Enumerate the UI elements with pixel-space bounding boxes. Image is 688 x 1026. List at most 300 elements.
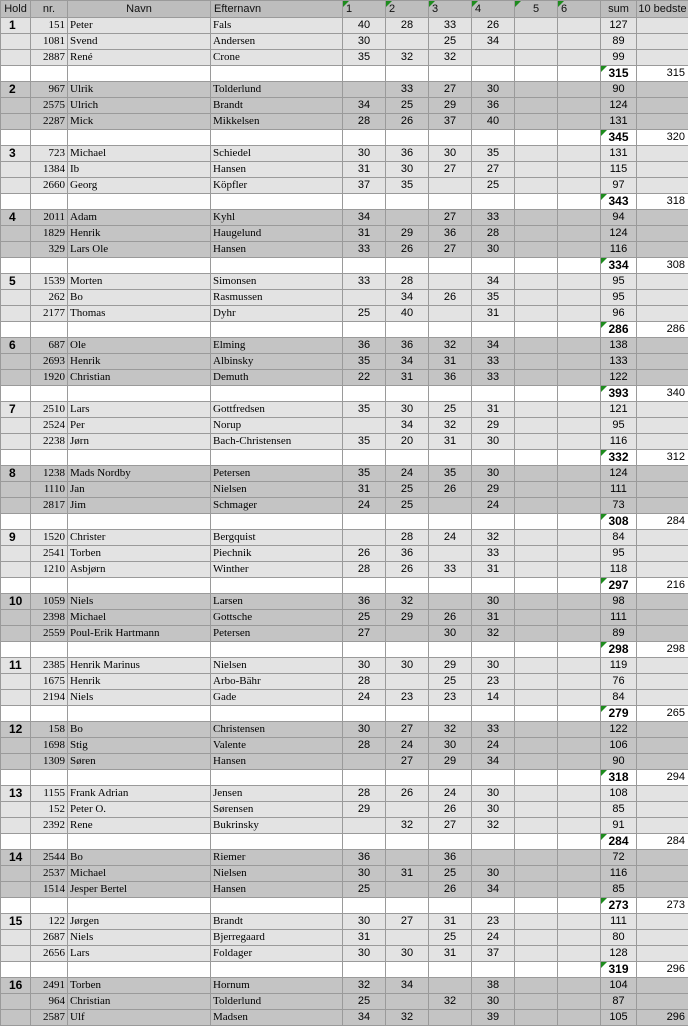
hold-cell[interactable]: 9 <box>1 530 31 546</box>
player-number-cell[interactable]: 2687 <box>31 930 68 946</box>
round-3-score-cell[interactable]: 25 <box>429 402 472 418</box>
round-1-score-cell[interactable]: 33 <box>343 274 386 290</box>
player-sum-cell[interactable]: 131 <box>601 114 637 130</box>
round-1-score-cell[interactable]: 36 <box>343 594 386 610</box>
first-name-cell[interactable]: Jim <box>68 498 211 514</box>
empty-cell[interactable] <box>1 322 31 338</box>
team-total-cell[interactable] <box>601 962 637 978</box>
first-name-cell[interactable]: Bo <box>68 850 211 866</box>
round-4-score-cell[interactable]: 34 <box>472 34 515 50</box>
first-name-cell[interactable]: Lars <box>68 946 211 962</box>
round-3-score-cell[interactable]: 32 <box>429 994 472 1010</box>
round-2-score-cell[interactable] <box>386 626 429 642</box>
team-total-cell[interactable] <box>601 450 637 466</box>
hold-cell[interactable] <box>1 754 31 770</box>
hold-cell[interactable] <box>1 930 31 946</box>
round-2-score-cell[interactable]: 34 <box>386 290 429 306</box>
round-6-score-cell[interactable] <box>558 546 601 562</box>
last-name-cell[interactable]: Mikkelsen <box>211 114 343 130</box>
first-name-cell[interactable]: Svend <box>68 34 211 50</box>
last-name-cell[interactable]: Nielsen <box>211 482 343 498</box>
empty-cell[interactable] <box>515 834 558 850</box>
player-number-cell[interactable]: 329 <box>31 242 68 258</box>
hold-cell[interactable]: 2 <box>1 82 31 98</box>
empty-cell[interactable] <box>558 770 601 786</box>
round-6-score-cell[interactable] <box>558 354 601 370</box>
player-sum-cell[interactable]: 76 <box>601 674 637 690</box>
empty-cell[interactable] <box>31 578 68 594</box>
round-6-score-cell[interactable] <box>558 530 601 546</box>
empty-cell[interactable] <box>343 194 386 210</box>
player-sum-cell[interactable]: 111 <box>601 610 637 626</box>
round-5-score-cell[interactable] <box>515 18 558 34</box>
hold-cell[interactable] <box>1 354 31 370</box>
last-name-cell[interactable]: Riemer <box>211 850 343 866</box>
round-5-score-cell[interactable] <box>515 786 558 802</box>
hold-cell[interactable] <box>1 482 31 498</box>
hold-cell[interactable] <box>1 994 31 1010</box>
player-sum-cell[interactable]: 108 <box>601 786 637 802</box>
last-name-cell[interactable]: Madsen <box>211 1010 343 1026</box>
empty-cell[interactable] <box>68 514 211 530</box>
team-total-cell[interactable] <box>601 642 637 658</box>
player-sum-cell[interactable]: 89 <box>601 626 637 642</box>
round-4-score-cell[interactable]: 31 <box>472 562 515 578</box>
best-cell[interactable] <box>637 738 688 754</box>
player-number-cell[interactable]: 1081 <box>31 34 68 50</box>
player-sum-cell[interactable]: 116 <box>601 434 637 450</box>
empty-cell[interactable] <box>68 898 211 914</box>
round-5-score-cell[interactable] <box>515 402 558 418</box>
empty-cell[interactable] <box>343 642 386 658</box>
hold-cell[interactable] <box>1 242 31 258</box>
empty-cell[interactable] <box>515 898 558 914</box>
player-sum-cell[interactable]: 138 <box>601 338 637 354</box>
col-header-round-3[interactable]: 3 <box>429 1 472 18</box>
round-6-score-cell[interactable] <box>558 626 601 642</box>
empty-cell[interactable] <box>472 898 515 914</box>
round-4-score-cell[interactable]: 32 <box>472 818 515 834</box>
player-number-cell[interactable]: 151 <box>31 18 68 34</box>
player-number-cell[interactable]: 687 <box>31 338 68 354</box>
round-3-score-cell[interactable]: 26 <box>429 802 472 818</box>
round-6-score-cell[interactable] <box>558 866 601 882</box>
player-number-cell[interactable]: 1514 <box>31 882 68 898</box>
player-number-cell[interactable]: 1309 <box>31 754 68 770</box>
last-name-cell[interactable]: Arbo-Bähr <box>211 674 343 690</box>
round-2-score-cell[interactable]: 27 <box>386 914 429 930</box>
round-2-score-cell[interactable]: 25 <box>386 98 429 114</box>
round-5-score-cell[interactable] <box>515 418 558 434</box>
last-name-cell[interactable]: Bjerregaard <box>211 930 343 946</box>
best-10-cell[interactable]: 315 <box>637 66 688 82</box>
empty-cell[interactable] <box>515 66 558 82</box>
round-5-score-cell[interactable] <box>515 610 558 626</box>
col-header-sum[interactable]: sum <box>601 1 637 18</box>
empty-cell[interactable] <box>211 450 343 466</box>
round-1-score-cell[interactable]: 35 <box>343 354 386 370</box>
round-1-score-cell[interactable]: 30 <box>343 658 386 674</box>
round-3-score-cell[interactable] <box>429 498 472 514</box>
empty-cell[interactable] <box>472 834 515 850</box>
empty-cell[interactable] <box>31 642 68 658</box>
empty-cell[interactable] <box>343 130 386 146</box>
last-name-cell[interactable]: Tolderlund <box>211 994 343 1010</box>
round-5-score-cell[interactable] <box>515 98 558 114</box>
hold-cell[interactable] <box>1 226 31 242</box>
empty-cell[interactable] <box>558 962 601 978</box>
round-2-score-cell[interactable]: 27 <box>386 722 429 738</box>
best-cell[interactable] <box>637 434 688 450</box>
player-number-cell[interactable]: 1675 <box>31 674 68 690</box>
player-number-cell[interactable]: 1059 <box>31 594 68 610</box>
round-4-score-cell[interactable]: 30 <box>472 802 515 818</box>
first-name-cell[interactable]: Adam <box>68 210 211 226</box>
round-3-score-cell[interactable]: 33 <box>429 18 472 34</box>
empty-cell[interactable] <box>386 130 429 146</box>
round-1-score-cell[interactable]: 31 <box>343 226 386 242</box>
hold-cell[interactable] <box>1 34 31 50</box>
player-number-cell[interactable]: 967 <box>31 82 68 98</box>
first-name-cell[interactable]: Torben <box>68 978 211 994</box>
empty-cell[interactable] <box>515 450 558 466</box>
player-number-cell[interactable]: 158 <box>31 722 68 738</box>
round-3-score-cell[interactable]: 27 <box>429 242 472 258</box>
round-6-score-cell[interactable] <box>558 434 601 450</box>
col-header-round-5[interactable]: 5 <box>515 1 558 18</box>
best-10-cell[interactable]: 216 <box>637 578 688 594</box>
best-cell[interactable] <box>637 98 688 114</box>
round-3-score-cell[interactable]: 31 <box>429 946 472 962</box>
player-sum-cell[interactable]: 95 <box>601 274 637 290</box>
first-name-cell[interactable]: Per <box>68 418 211 434</box>
round-6-score-cell[interactable] <box>558 226 601 242</box>
hold-cell[interactable] <box>1 802 31 818</box>
hold-cell[interactable]: 7 <box>1 402 31 418</box>
round-2-score-cell[interactable]: 34 <box>386 418 429 434</box>
player-sum-cell[interactable]: 99 <box>601 50 637 66</box>
round-4-score-cell[interactable]: 29 <box>472 482 515 498</box>
round-4-score-cell[interactable]: 23 <box>472 914 515 930</box>
last-name-cell[interactable]: Andersen <box>211 34 343 50</box>
first-name-cell[interactable]: Georg <box>68 178 211 194</box>
empty-cell[interactable] <box>343 450 386 466</box>
round-6-score-cell[interactable] <box>558 178 601 194</box>
hold-cell[interactable] <box>1 370 31 386</box>
first-name-cell[interactable]: Mick <box>68 114 211 130</box>
hold-cell[interactable] <box>1 866 31 882</box>
team-total-cell[interactable] <box>601 386 637 402</box>
round-5-score-cell[interactable] <box>515 354 558 370</box>
first-name-cell[interactable]: Ulrich <box>68 98 211 114</box>
round-3-score-cell[interactable]: 25 <box>429 674 472 690</box>
round-4-score-cell[interactable]: 30 <box>472 82 515 98</box>
empty-cell[interactable] <box>343 834 386 850</box>
hold-cell[interactable]: 13 <box>1 786 31 802</box>
hold-cell[interactable] <box>1 178 31 194</box>
round-4-score-cell[interactable]: 28 <box>472 226 515 242</box>
best-cell[interactable] <box>637 370 688 386</box>
empty-cell[interactable] <box>211 514 343 530</box>
player-number-cell[interactable]: 2541 <box>31 546 68 562</box>
hold-cell[interactable] <box>1 50 31 66</box>
last-name-cell[interactable]: Larsen <box>211 594 343 610</box>
round-3-score-cell[interactable]: 29 <box>429 98 472 114</box>
round-1-score-cell[interactable]: 28 <box>343 738 386 754</box>
best-10-cell[interactable]: 308 <box>637 258 688 274</box>
round-1-score-cell[interactable]: 28 <box>343 674 386 690</box>
empty-cell[interactable] <box>386 258 429 274</box>
team-total-cell[interactable] <box>601 194 637 210</box>
best-cell[interactable] <box>637 34 688 50</box>
round-5-score-cell[interactable] <box>515 498 558 514</box>
round-1-score-cell[interactable]: 34 <box>343 98 386 114</box>
first-name-cell[interactable]: Michael <box>68 146 211 162</box>
round-6-score-cell[interactable] <box>558 290 601 306</box>
empty-cell[interactable] <box>1 642 31 658</box>
first-name-cell[interactable]: Asbjørn <box>68 562 211 578</box>
hold-cell[interactable] <box>1 562 31 578</box>
round-5-score-cell[interactable] <box>515 562 558 578</box>
empty-cell[interactable] <box>68 66 211 82</box>
round-3-score-cell[interactable]: 26 <box>429 482 472 498</box>
last-name-cell[interactable]: Rasmussen <box>211 290 343 306</box>
empty-cell[interactable] <box>68 130 211 146</box>
col-header-round-1[interactable]: 1 <box>343 1 386 18</box>
round-2-score-cell[interactable]: 35 <box>386 178 429 194</box>
empty-cell[interactable] <box>515 962 558 978</box>
round-1-score-cell[interactable]: 28 <box>343 114 386 130</box>
first-name-cell[interactable]: René <box>68 50 211 66</box>
best-cell[interactable] <box>637 114 688 130</box>
round-3-score-cell[interactable] <box>429 274 472 290</box>
last-name-cell[interactable]: Petersen <box>211 626 343 642</box>
round-1-score-cell[interactable]: 31 <box>343 482 386 498</box>
player-sum-cell[interactable]: 116 <box>601 242 637 258</box>
round-6-score-cell[interactable] <box>558 994 601 1010</box>
empty-cell[interactable] <box>31 258 68 274</box>
round-3-score-cell[interactable]: 30 <box>429 626 472 642</box>
player-number-cell[interactable]: 2537 <box>31 866 68 882</box>
team-total-cell[interactable] <box>601 706 637 722</box>
round-2-score-cell[interactable]: 24 <box>386 466 429 482</box>
round-5-score-cell[interactable] <box>515 866 558 882</box>
round-3-score-cell[interactable]: 31 <box>429 354 472 370</box>
round-5-score-cell[interactable] <box>515 34 558 50</box>
round-5-score-cell[interactable] <box>515 242 558 258</box>
round-4-score-cell[interactable]: 37 <box>472 946 515 962</box>
round-5-score-cell[interactable] <box>515 754 558 770</box>
player-sum-cell[interactable]: 97 <box>601 178 637 194</box>
round-5-score-cell[interactable] <box>515 210 558 226</box>
team-total-cell[interactable] <box>601 322 637 338</box>
player-sum-cell[interactable]: 106 <box>601 738 637 754</box>
round-3-score-cell[interactable]: 24 <box>429 530 472 546</box>
player-sum-cell[interactable]: 95 <box>601 418 637 434</box>
empty-cell[interactable] <box>386 514 429 530</box>
best-cell[interactable] <box>637 930 688 946</box>
round-2-score-cell[interactable]: 25 <box>386 498 429 514</box>
player-sum-cell[interactable]: 116 <box>601 866 637 882</box>
round-4-score-cell[interactable]: 33 <box>472 722 515 738</box>
empty-cell[interactable] <box>472 706 515 722</box>
best-cell[interactable] <box>637 290 688 306</box>
player-number-cell[interactable]: 2693 <box>31 354 68 370</box>
first-name-cell[interactable]: Peter O. <box>68 802 211 818</box>
round-3-score-cell[interactable]: 25 <box>429 930 472 946</box>
round-4-score-cell[interactable]: 26 <box>472 18 515 34</box>
hold-cell[interactable] <box>1 290 31 306</box>
round-4-score-cell[interactable]: 33 <box>472 354 515 370</box>
round-6-score-cell[interactable] <box>558 674 601 690</box>
empty-cell[interactable] <box>386 706 429 722</box>
round-3-score-cell[interactable]: 24 <box>429 786 472 802</box>
round-6-score-cell[interactable] <box>558 882 601 898</box>
last-name-cell[interactable]: Gade <box>211 690 343 706</box>
best-10-cell[interactable]: 296 <box>637 962 688 978</box>
first-name-cell[interactable]: Søren <box>68 754 211 770</box>
round-1-score-cell[interactable]: 34 <box>343 1010 386 1026</box>
round-3-score-cell[interactable]: 25 <box>429 866 472 882</box>
round-3-score-cell[interactable]: 36 <box>429 226 472 242</box>
round-1-score-cell[interactable]: 25 <box>343 882 386 898</box>
hold-cell[interactable]: 8 <box>1 466 31 482</box>
best-cell[interactable] <box>637 610 688 626</box>
round-5-score-cell[interactable] <box>515 690 558 706</box>
first-name-cell[interactable]: Henrik <box>68 226 211 242</box>
last-name-cell[interactable]: Brandt <box>211 914 343 930</box>
best-10-cell[interactable]: 273 <box>637 898 688 914</box>
last-name-cell[interactable]: Köpfler <box>211 178 343 194</box>
round-1-score-cell[interactable]: 25 <box>343 610 386 626</box>
round-5-score-cell[interactable] <box>515 914 558 930</box>
round-4-score-cell[interactable]: 34 <box>472 754 515 770</box>
player-number-cell[interactable]: 2524 <box>31 418 68 434</box>
team-total-cell[interactable] <box>601 834 637 850</box>
last-name-cell[interactable]: Bergquist <box>211 530 343 546</box>
best-cell[interactable] <box>637 882 688 898</box>
last-name-cell[interactable]: Hansen <box>211 242 343 258</box>
empty-cell[interactable] <box>515 130 558 146</box>
col-header-best[interactable]: 10 bedste <box>637 1 688 18</box>
player-number-cell[interactable]: 1210 <box>31 562 68 578</box>
empty-cell[interactable] <box>211 258 343 274</box>
empty-cell[interactable] <box>31 322 68 338</box>
round-1-score-cell[interactable]: 30 <box>343 914 386 930</box>
round-1-score-cell[interactable]: 35 <box>343 466 386 482</box>
best-cell[interactable] <box>637 978 688 994</box>
hold-cell[interactable] <box>1 610 31 626</box>
last-name-cell[interactable]: Fals <box>211 18 343 34</box>
empty-cell[interactable] <box>558 194 601 210</box>
player-number-cell[interactable]: 122 <box>31 914 68 930</box>
round-6-score-cell[interactable] <box>558 754 601 770</box>
empty-cell[interactable] <box>472 386 515 402</box>
first-name-cell[interactable]: Michael <box>68 866 211 882</box>
empty-cell[interactable] <box>1 130 31 146</box>
first-name-cell[interactable]: Ib <box>68 162 211 178</box>
round-3-score-cell[interactable]: 33 <box>429 562 472 578</box>
player-sum-cell[interactable]: 118 <box>601 562 637 578</box>
round-3-score-cell[interactable]: 36 <box>429 850 472 866</box>
round-5-score-cell[interactable] <box>515 466 558 482</box>
empty-cell[interactable] <box>386 642 429 658</box>
round-3-score-cell[interactable]: 32 <box>429 50 472 66</box>
best-10-cell[interactable]: 318 <box>637 194 688 210</box>
round-3-score-cell[interactable]: 27 <box>429 210 472 226</box>
empty-cell[interactable] <box>343 706 386 722</box>
best-cell[interactable] <box>637 466 688 482</box>
round-2-score-cell[interactable] <box>386 994 429 1010</box>
round-2-score-cell[interactable]: 28 <box>386 274 429 290</box>
round-1-score-cell[interactable]: 31 <box>343 162 386 178</box>
empty-cell[interactable] <box>558 514 601 530</box>
player-sum-cell[interactable]: 90 <box>601 82 637 98</box>
round-6-score-cell[interactable] <box>558 466 601 482</box>
first-name-cell[interactable]: Bo <box>68 722 211 738</box>
round-2-score-cell[interactable]: 34 <box>386 354 429 370</box>
empty-cell[interactable] <box>386 386 429 402</box>
first-name-cell[interactable]: Ole <box>68 338 211 354</box>
player-number-cell[interactable]: 262 <box>31 290 68 306</box>
best-10-cell[interactable]: 296 <box>637 1010 688 1026</box>
first-name-cell[interactable]: Morten <box>68 274 211 290</box>
round-2-score-cell[interactable]: 32 <box>386 1010 429 1026</box>
hold-cell[interactable]: 15 <box>1 914 31 930</box>
best-cell[interactable] <box>637 866 688 882</box>
player-sum-cell[interactable]: 105 <box>601 1010 637 1026</box>
round-3-score-cell[interactable]: 35 <box>429 466 472 482</box>
round-1-score-cell[interactable]: 37 <box>343 178 386 194</box>
team-total-cell[interactable] <box>601 770 637 786</box>
player-sum-cell[interactable]: 87 <box>601 994 637 1010</box>
round-5-score-cell[interactable] <box>515 178 558 194</box>
player-sum-cell[interactable]: 104 <box>601 978 637 994</box>
first-name-cell[interactable]: Lars <box>68 402 211 418</box>
empty-cell[interactable] <box>515 386 558 402</box>
round-4-score-cell[interactable]: 31 <box>472 402 515 418</box>
last-name-cell[interactable]: Demuth <box>211 370 343 386</box>
last-name-cell[interactable]: Gottsche <box>211 610 343 626</box>
first-name-cell[interactable]: Torben <box>68 546 211 562</box>
empty-cell[interactable] <box>211 130 343 146</box>
round-1-score-cell[interactable]: 28 <box>343 786 386 802</box>
empty-cell[interactable] <box>515 258 558 274</box>
round-4-score-cell[interactable] <box>472 850 515 866</box>
empty-cell[interactable] <box>1 450 31 466</box>
empty-cell[interactable] <box>472 66 515 82</box>
round-5-score-cell[interactable] <box>515 82 558 98</box>
round-1-score-cell[interactable]: 34 <box>343 210 386 226</box>
last-name-cell[interactable]: Sørensen <box>211 802 343 818</box>
best-cell[interactable] <box>637 162 688 178</box>
round-3-score-cell[interactable]: 32 <box>429 338 472 354</box>
last-name-cell[interactable]: Nielsen <box>211 866 343 882</box>
round-2-score-cell[interactable] <box>386 34 429 50</box>
empty-cell[interactable] <box>515 514 558 530</box>
round-1-score-cell[interactable]: 40 <box>343 18 386 34</box>
empty-cell[interactable] <box>211 66 343 82</box>
player-number-cell[interactable]: 2656 <box>31 946 68 962</box>
round-3-score-cell[interactable] <box>429 306 472 322</box>
best-cell[interactable] <box>637 242 688 258</box>
empty-cell[interactable] <box>558 322 601 338</box>
player-number-cell[interactable]: 2238 <box>31 434 68 450</box>
round-4-score-cell[interactable]: 34 <box>472 882 515 898</box>
last-name-cell[interactable]: Crone <box>211 50 343 66</box>
round-2-score-cell[interactable]: 36 <box>386 338 429 354</box>
empty-cell[interactable] <box>211 578 343 594</box>
